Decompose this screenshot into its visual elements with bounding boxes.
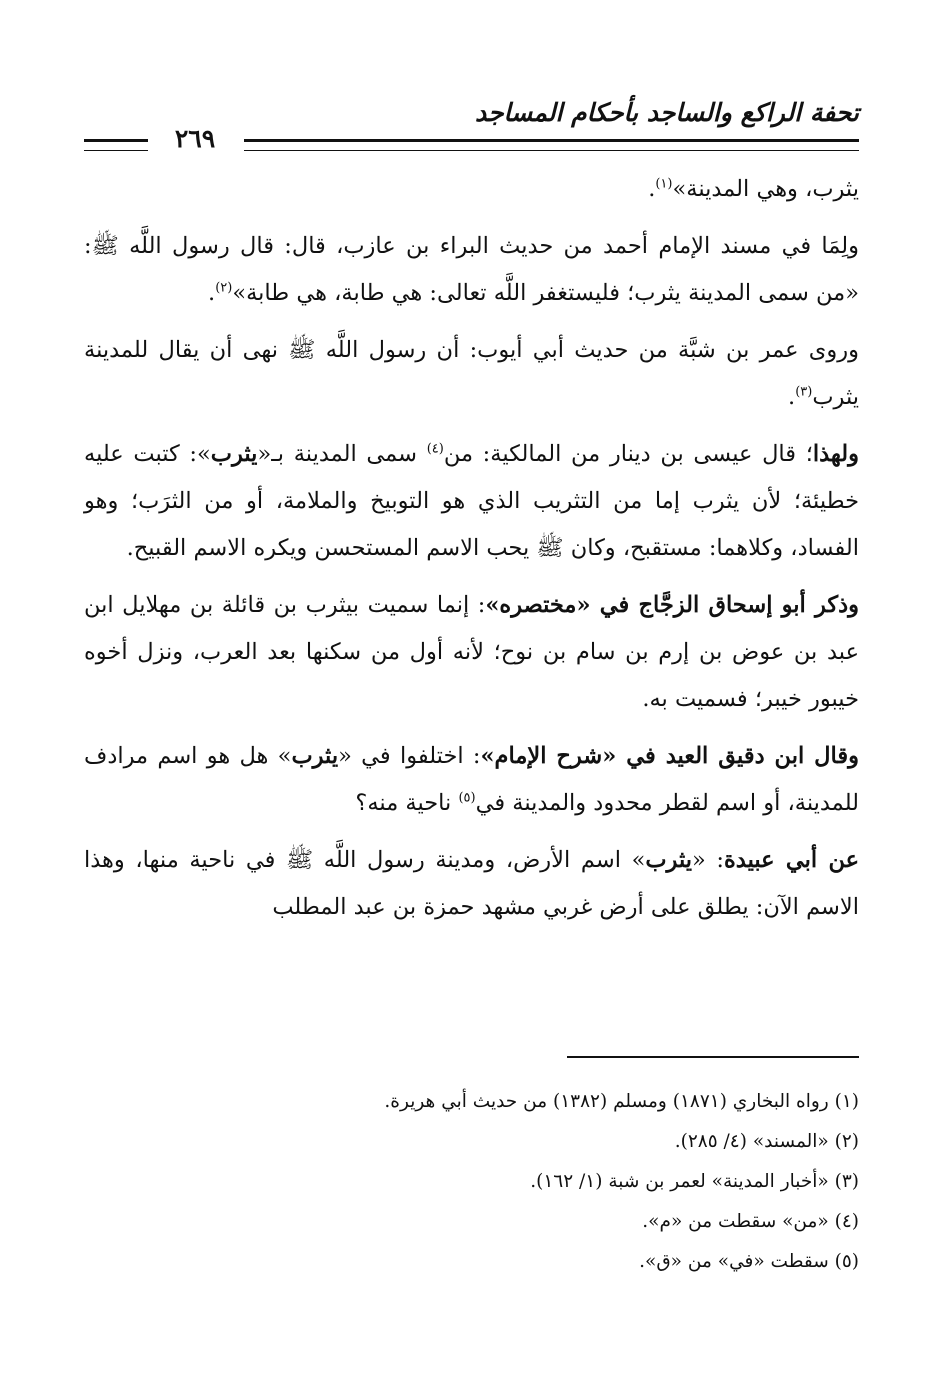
paragraph-2-text: ولِمَا في مسند الإمام أحمد من حديث البراء بن عازب، قال: قال رسول اللَّه ﷺ: «من سمى المدينة يثرب؛ فليستغفر اللَّه تعالى: هي طابة، هي طابة»: [84, 233, 859, 306]
paragraph-6: [84, 733, 859, 827]
paragraph-7-text-a: : «: [692, 847, 724, 873]
paragraph-6-bold-word: يثرب: [291, 743, 339, 769]
paragraph-5-text: : إنما سميت بيثرب بن قائلة بن مهلايل ابن عبد بن عوض بن إرم بن سام بن نوح؛ لأنه أول من سكنها بعد العرب، ونزل أخوه خيبور خيبر؛ فسميت به.: [84, 592, 859, 712]
paragraph-4-lead: ولهذا: [812, 441, 859, 467]
paragraph-6-text-c: ناحية منه؟: [355, 790, 459, 816]
running-title: تحفة الراكع والساجد بأحكام المساجد: [474, 98, 859, 127]
paragraph-6-text-b: » هل هو اسم مرادف للمدينة، أو اسم لقطر محدود والمدينة في: [84, 743, 859, 816]
footnote-5: (٥) سقطت «في» من «ق».: [639, 1251, 859, 1272]
paragraph-4-text-c: »: كتبت عليه خطيئة؛ لأن يثرب إما من التثريب الذي هو التوبيخ والملامة، أو من الثرَب؛ وهو الفساد، وكلاهما: مستقبح، وكان ﷺ يحب الاسم المستحسن ويكره الاسم القبيح.: [84, 441, 859, 561]
paragraph-6-text-a: : اختلفوا في «: [338, 743, 481, 769]
footnote-ref-1: (١): [655, 176, 673, 192]
footnote-ref-3: (٣): [795, 384, 813, 400]
footnote-3: (٣) «أخبار المدينة» لعمر بن شبة (١/ ١٦٢).: [530, 1171, 859, 1192]
header-rule-right: [244, 139, 859, 151]
footnote-separator: [567, 1056, 859, 1058]
paragraph-1: [84, 166, 859, 213]
paragraph-5-lead: وذكر أبو إسحاق الزجَّاج في «مختصره»: [485, 592, 860, 618]
paragraph-3-end: .: [788, 384, 796, 410]
paragraph-5: [84, 582, 859, 723]
footnotes: [84, 1082, 859, 1282]
footnote-1: (١) رواه البخاري (١٨٧١) ومسلم (١٣٨٢) من حديث أبي هريرة.: [384, 1091, 859, 1112]
paragraph-4: [84, 431, 859, 572]
paragraph-3: [84, 327, 859, 421]
footnote-ref-5: (٥): [458, 790, 476, 806]
paragraph-2-end: .: [208, 280, 216, 306]
footnote-ref-2: (٢): [215, 280, 233, 296]
page-number: ٢٦٩: [174, 124, 216, 153]
paragraph-1-text: يثرب، وهي المدينة»: [672, 176, 859, 202]
paragraph-2: [84, 223, 859, 317]
paragraph-7-text-b: » اسم الأرض، ومدينة رسول اللَّه ﷺ في ناحية منها، وهذا الاسم الآن: يطلق على أرض غربي مشهد حمزة بن عبد المطلب: [84, 847, 859, 920]
footnote-ref-4: (٤): [426, 441, 444, 457]
paragraph-7-bold-word: يثرب: [645, 847, 692, 873]
footnote-4: (٤) «من» سقطت من «م».: [642, 1211, 859, 1232]
paragraph-4-text-b: سمى المدينة بـ«: [257, 441, 427, 467]
main-text: [84, 166, 859, 941]
paragraph-7-lead: عن أبي عبيدة: [723, 847, 860, 873]
paragraph-1-end: .: [648, 176, 656, 202]
paragraph-6-lead: وقال ابن دقيق العيد في «شرح الإمام»: [480, 743, 859, 769]
footnote-2: (٢) «المسند» (٤/ ٢٨٥).: [674, 1131, 859, 1152]
paragraph-7: [84, 837, 859, 931]
header-rule-left: [84, 139, 148, 151]
paragraph-4-bold-word: يثرب: [210, 441, 258, 467]
paragraph-3-text: وروى عمر بن شبَّة من حديث أبي أيوب: أن رسول اللَّه ﷺ نهى أن يقال للمدينة يثرب: [84, 337, 859, 410]
paragraph-4-text-a: ؛ قال عيسى بن دينار من المالكية: من: [443, 441, 813, 467]
